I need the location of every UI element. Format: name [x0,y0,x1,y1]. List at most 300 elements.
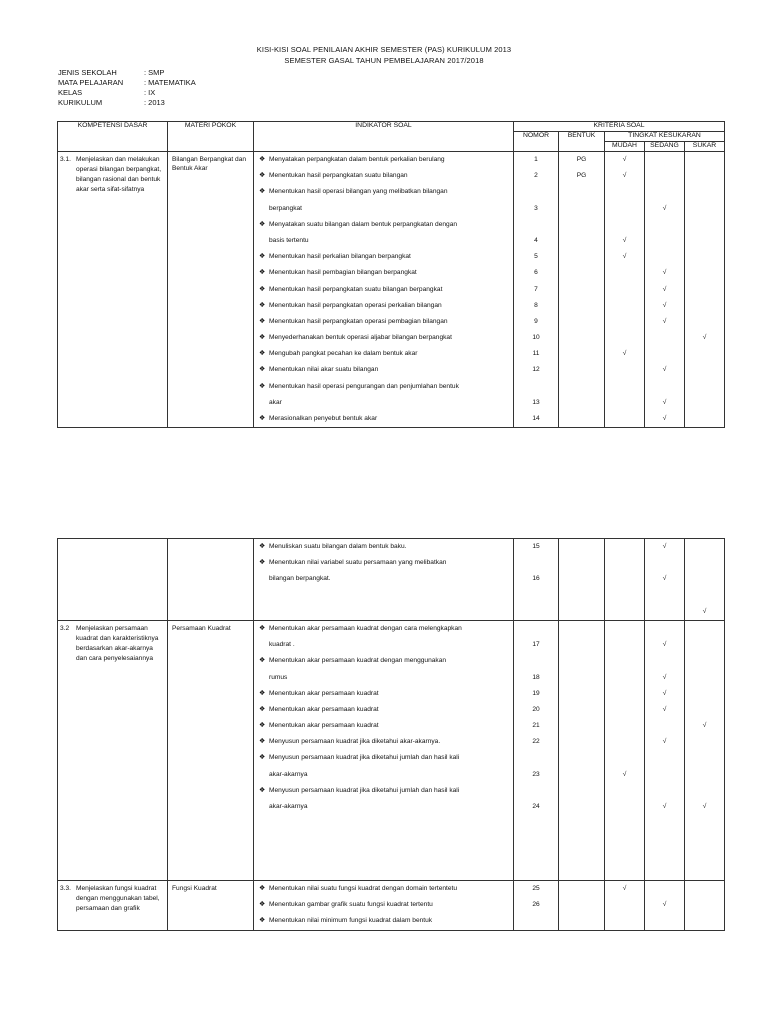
sedang-check [645,621,684,637]
indikator-text: Menentukan nilai minimum fungsi kuadrat dalam bentuk [269,917,433,925]
indikator-text: akar-akarnya [269,770,308,778]
kd-cell [58,620,168,880]
sedang-check: √ [662,803,667,810]
mudah-check [605,637,644,653]
sedang-check: √ [662,689,667,697]
bentuk-value [559,864,604,880]
indikator-text: Menyederhanakan bentuk operasi aljabar bilangan berpangkat [269,334,452,342]
diamond-bullet-icon: ❖ [259,786,266,794]
indikator-text: Menentukan akar persamaan kuadrat [269,722,379,730]
table-row [58,539,725,621]
indikator-line [254,702,513,718]
sedang-check: √ [662,673,667,681]
mudah-check [605,621,644,637]
materi-cell: Bilangan Berpangkat dan Bentuk Akar [168,152,254,428]
mudah-check: √ [622,172,627,180]
nomor-value [514,864,558,880]
col-header-indikator: INDIKATOR SOAL [254,122,514,152]
nomor-value: 26 [532,901,540,909]
sukar-check [685,168,724,184]
kd-cell [58,880,168,930]
sedang-check [645,913,684,929]
indikator-text: Menyusun persamaan kuadrat jika diketahui jumlah dan hasil kali [269,786,460,794]
indikator-text: bilangan berpangkat. [269,575,331,583]
indikator-line [254,653,513,669]
indikator-text: Menentukan nilai variabel suatu persamaan yang melibatkan [269,559,447,567]
indikator-line [254,379,513,395]
col-header-materi: MATERI POKOK [168,122,254,152]
meta-block [58,68,358,108]
mudah-check: √ [622,156,627,163]
bentuk-value [559,233,604,249]
bentuk-value [559,783,604,799]
bentuk-value: PG [576,156,587,163]
bentuk-value [559,265,604,281]
mudah-check [605,395,644,411]
nomor-value [514,783,558,799]
indikator-cell [254,152,514,428]
sedang-check: √ [662,269,667,277]
meta-row [58,98,358,108]
bentuk-value [559,201,604,217]
sedang-check [645,881,684,897]
indikator-text: akar [269,398,282,406]
indikator-line [254,184,513,200]
nomor-value: 24 [532,803,540,810]
indikator-line [254,539,513,555]
sukar-check: √ [702,722,707,730]
bentuk-value [559,621,604,637]
sukar-cell [685,152,725,428]
diamond-bullet-icon: ❖ [259,738,266,746]
indikator-cell [254,539,514,621]
sedang-check [645,864,684,880]
bentuk-value [559,913,604,929]
sukar-check [685,282,724,298]
mudah-check [605,670,644,686]
sukar-check [685,555,724,571]
diamond-bullet-icon: ❖ [259,301,266,309]
nomor-value: 6 [534,269,538,277]
indikator-text: Menentukan nilai suatu fungsi kuadrat dengan domain tertentetu [269,884,458,892]
sedang-check [645,346,684,362]
table-row [58,152,725,428]
sukar-check [685,686,724,702]
sedang-check [645,588,684,604]
indikator-text: Menentukan akar persamaan kuadrat [269,689,379,697]
sedang-check [645,767,684,783]
bentuk-value [559,411,604,427]
mudah-check [605,653,644,669]
indikator-text: Menyatakan suatu bilangan dalam bentuk perpangkatan dengan [269,220,458,228]
bentuk-cell [559,152,605,428]
sedang-check: √ [662,901,667,909]
kd-number: 3.1. [60,156,71,163]
sedang-check: √ [662,575,667,583]
mudah-check [605,913,644,929]
sukar-check [685,362,724,378]
nomor-value [514,555,558,571]
sedang-check [645,168,684,184]
sedang-cell [645,152,685,428]
col-header-nomor: NOMOR [514,132,559,152]
diamond-bullet-icon: ❖ [259,253,266,261]
diamond-bullet-icon: ❖ [259,188,266,196]
mudah-cell [605,880,645,930]
nomor-value: 16 [532,575,540,583]
sedang-check [645,750,684,766]
indikator-line [254,767,513,783]
col-header-kd: KOMPETENSI DASAR [58,122,168,152]
sukar-check [685,670,724,686]
diamond-bullet-icon: ❖ [259,884,266,892]
nomor-value [514,217,558,233]
mudah-check [605,815,644,831]
nomor-value: 23 [532,770,540,778]
sukar-check [685,881,724,897]
mudah-check [605,411,644,427]
kd-text: Menjelaskan dan melakukan operasi bilangan berpangkat, bilangan rasional dan bentuk akar serta sifat-sifatnya [76,156,162,193]
sukar-check [685,637,724,653]
indikator-text: Menentukan akar persamaan kuadrat [269,705,379,713]
indikator-line [254,734,513,750]
sukar-check [685,379,724,395]
mudah-check: √ [622,253,627,261]
diamond-bullet-icon: ❖ [259,269,266,277]
nomor-value: 25 [532,884,540,892]
indikator-text: akar-akarnya [269,803,308,810]
bentuk-value [559,330,604,346]
sukar-check [685,184,724,200]
bentuk-value [559,298,604,314]
indikator-line [254,555,513,571]
sedang-check [645,233,684,249]
sukar-check [685,913,724,929]
sedang-check: √ [662,705,667,713]
nomor-value [514,831,558,847]
meta-value: : IX [144,88,156,97]
diamond-bullet-icon: ❖ [259,156,266,163]
indikator-cell [254,880,514,930]
indikator-line [254,571,513,587]
col-header-mudah: MUDAH [605,142,645,152]
sukar-cell [685,539,725,621]
sedang-check: √ [662,285,667,293]
nomor-cell [514,620,559,880]
mudah-check [605,217,644,233]
indikator-text: Menentukan hasil perpangkatan operasi perkalian bilangan [269,301,442,309]
sukar-cell [685,620,725,880]
diamond-bullet-icon: ❖ [259,366,266,374]
diamond-bullet-icon: ❖ [259,722,266,730]
mudah-check [605,604,644,620]
diamond-bullet-icon: ❖ [259,285,266,293]
mudah-check [605,750,644,766]
nomor-value [514,653,558,669]
bentuk-value [559,799,604,815]
mudah-check [605,330,644,346]
nomor-value: 7 [534,285,538,293]
meta-label: JENIS SEKOLAH [58,68,117,77]
indikator-line [254,411,513,427]
diamond-bullet-icon: ❖ [259,754,266,762]
materi-cell: Fungsi Kuadrat [168,880,254,930]
indikator-text: Menyatakan perpangkatan dalam bentuk perkalian berulang [269,156,445,163]
mudah-check: √ [622,770,627,778]
sedang-check [645,604,684,620]
sedang-check [645,815,684,831]
indikator-line [254,152,513,168]
sukar-check [685,152,724,168]
bentuk-value [559,831,604,847]
diamond-bullet-icon: ❖ [259,657,266,665]
nomor-value: 21 [532,722,540,730]
nomor-value [514,815,558,831]
sedang-check: √ [662,415,667,422]
diamond-bullet-icon: ❖ [259,350,266,358]
mudah-check [605,718,644,734]
sedang-check [645,653,684,669]
indikator-line [254,282,513,298]
sukar-check [685,217,724,233]
sukar-check: √ [702,334,707,342]
sedang-check [645,379,684,395]
sedang-check [645,152,684,168]
bentuk-value [559,686,604,702]
indikator-text: Menyusun persamaan kuadrat jika diketahui jumlah dan hasil kali [269,754,460,762]
indikator-text: Menentukan hasil perkalian bilangan berpangkat [269,253,411,261]
mudah-check [605,555,644,571]
diamond-bullet-icon: ❖ [259,220,266,228]
kisi-table-1 [57,121,725,428]
bentuk-value [559,588,604,604]
diamond-bullet-icon: ❖ [259,172,266,180]
indikator-line [254,362,513,378]
indikator-text: Menyusun persamaan kuadrat jika diketahui akar-akarnya. [269,738,441,746]
indikator-line [254,621,513,637]
nomor-value: 10 [532,334,540,342]
meta-label: KELAS [58,88,83,97]
sedang-check [645,848,684,864]
bentuk-value [559,282,604,298]
indikator-line [254,718,513,734]
sedang-check [645,184,684,200]
meta-label: KURIKULUM [58,98,103,107]
indikator-line [254,783,513,799]
sedang-check: √ [662,641,667,649]
indikator-text: kuadrat . [269,641,295,649]
meta-value: : MATEMATIKA [144,78,196,87]
indikator-line [254,314,513,330]
nomor-value: 17 [532,641,540,649]
indikator-line [254,848,513,864]
sedang-check: √ [662,398,667,406]
meta-value: : SMP [144,68,165,77]
diamond-bullet-icon: ❖ [259,415,266,422]
indikator-text: Merasionalkan penyebut bentuk akar [269,415,378,422]
sukar-check: √ [702,803,707,810]
sukar-check [685,233,724,249]
sukar-check: √ [702,607,707,615]
meta-row [58,68,358,78]
sukar-check [685,783,724,799]
sukar-check [685,653,724,669]
bentuk-value [559,750,604,766]
indikator-line [254,395,513,411]
mudah-check [605,201,644,217]
indikator-line [254,330,513,346]
sedang-cell [645,539,685,621]
nomor-value: 4 [534,236,538,244]
indikator-line [254,913,513,929]
indikator-line [254,864,513,880]
nomor-value: 8 [534,301,538,309]
diamond-bullet-icon: ❖ [259,624,266,632]
kd-number: 3.3. [60,884,71,892]
sukar-check [685,265,724,281]
sukar-check [685,298,724,314]
bentuk-value [559,539,604,555]
nomor-value: 13 [532,398,540,406]
sukar-check [685,588,724,604]
indikator-text: basis tertentu [269,236,309,244]
indikator-line [254,217,513,233]
nomor-value [514,184,558,200]
indikator-line [254,233,513,249]
indikator-text: Menentukan hasil perpangkatan suatu bilangan berpangkat [269,285,443,293]
mudah-check: √ [622,350,627,358]
mudah-check [605,831,644,847]
kd-text: Menjelaskan fungsi kuadrat dengan menggunakan tabel, persamaan dan grafik [76,884,160,912]
sedang-check [645,249,684,265]
mudah-check [605,783,644,799]
nomor-value: 3 [534,204,538,212]
indikator-line [254,298,513,314]
bentuk-value: PG [576,172,587,180]
mudah-check [605,265,644,281]
meta-row [58,78,358,88]
bentuk-value [559,217,604,233]
kd-number: 3.2 [60,624,70,632]
col-header-sedang: SEDANG [645,142,685,152]
mudah-cell [605,152,645,428]
nomor-cell [514,880,559,930]
indikator-line [254,750,513,766]
nomor-value: 20 [532,705,540,713]
mudah-check [605,362,644,378]
indikator-text: Menentukan hasil operasi pengurangan dan penjumlahan bentuk [269,382,459,390]
sukar-check [685,395,724,411]
indikator-text: berpangkat [269,204,302,212]
bentuk-value [559,881,604,897]
sukar-check [685,750,724,766]
indikator-line [254,897,513,913]
sukar-check [685,702,724,718]
sukar-check [685,848,724,864]
mudah-check [605,686,644,702]
bentuk-value [559,604,604,620]
bentuk-value [559,897,604,913]
mudah-check [605,282,644,298]
nomor-value [514,913,558,929]
nomor-value: 1 [534,156,538,163]
mudah-check [605,379,644,395]
nomor-value: 22 [532,738,540,746]
mudah-check [605,799,644,815]
indikator-line [254,637,513,653]
col-header-kriteria: KRITERIA SOAL [514,122,725,132]
bentuk-value [559,362,604,378]
nomor-value: 12 [532,366,540,374]
sukar-check [685,249,724,265]
sukar-check [685,831,724,847]
indikator-text: Menentukan gambar grafik suatu fungsi kuadrat tertentu [269,901,433,909]
diamond-bullet-icon: ❖ [259,317,266,325]
bentuk-cell [559,880,605,930]
nomor-value [514,604,558,620]
bentuk-value [559,571,604,587]
sukar-cell [685,880,725,930]
bentuk-value [559,702,604,718]
nomor-value: 9 [534,317,538,325]
indikator-line [254,265,513,281]
indikator-text: Menentukan nilai akar suatu bilangan [269,366,379,374]
diamond-bullet-icon: ❖ [259,543,266,550]
kd-cell [58,539,168,621]
bentuk-value [559,718,604,734]
sedang-cell [645,880,685,930]
indikator-line [254,670,513,686]
mudah-check [605,588,644,604]
bentuk-value [559,314,604,330]
sedang-check: √ [662,543,667,550]
materi-cell: Persamaan Kuadrat [168,620,254,880]
nomor-value: 11 [532,350,540,358]
nomor-value: 15 [532,543,540,550]
bentuk-value [559,637,604,653]
indikator-line [254,604,513,620]
indikator-line [254,815,513,831]
kd-text: Menjelaskan persamaan kuadrat dan karakteristiknya berdasarkan akar-akarnya dan cara penyelesaiannya [76,624,159,662]
sukar-check [685,734,724,750]
nomor-value [514,750,558,766]
sukar-check [685,314,724,330]
kisi-table-2 [57,538,725,931]
nomor-value: 19 [532,689,540,697]
indikator-line [254,799,513,815]
bentuk-value [559,395,604,411]
mudah-check [605,848,644,864]
nomor-value [514,621,558,637]
bentuk-cell [559,620,605,880]
col-header-bentuk: BENTUK [559,132,605,152]
mudah-check [605,184,644,200]
nomor-value: 14 [532,415,540,422]
meta-value: : 2013 [144,98,165,107]
indikator-line [254,881,513,897]
nomor-value: 5 [534,253,538,261]
table-row [58,620,725,880]
sukar-check [685,767,724,783]
bentuk-value [559,346,604,362]
indikator-text: Menuliskan suatu bilangan dalam bentuk baku. [269,543,407,550]
kd-cell [58,152,168,428]
indikator-line [254,588,513,604]
indikator-text: Menentukan akar persamaan kuadrat dengan menggunakan [269,657,447,665]
mudah-check [605,864,644,880]
bentuk-value [559,670,604,686]
indikator-text: Menentukan hasil perpangkatan suatu bilangan [269,172,408,180]
